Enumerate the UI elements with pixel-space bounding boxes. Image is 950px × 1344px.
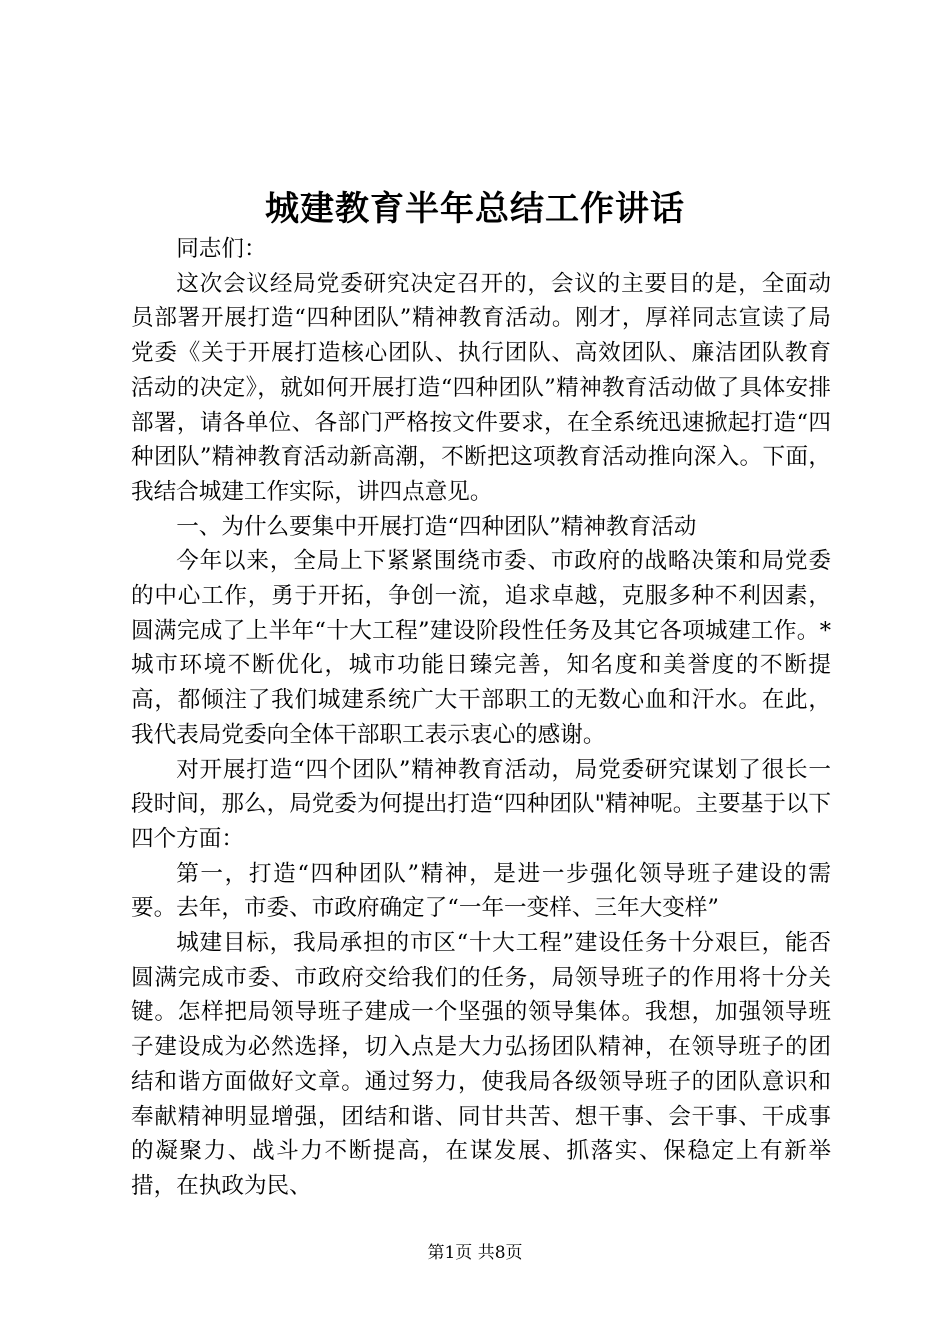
- body-paragraph: 城建目标，我局承担的市区“十大工程”建设任务十分艰巨，能否圆满完成市委、市政府交给我们的任务，局领导班子的作用将十分关键。怎样把局领导班子建成一个坚强的领导集体。我想，加强领导班子建设成为必然选择，切入点是大力弘扬团队精神，在领导班子的团结和谐方面做好文章。通过努力，使我局各级领导班子的团队意识和奉献精神明显增强，团结和谐、同甘共苦、想干事、会干事、干成事的凝聚力、战斗力不断提高，在谋发展、抓落实、保稳定上有新举措，在执政为民、: [131, 930, 831, 1199]
- body-paragraph: 这次会议经局党委研究决定召开的，会议的主要目的是，全面动员部署开展打造“四种团队”精神教育活动。刚才，厚祥同志宣读了局党委《关于开展打造核心团队、执行团队、高效团队、廉洁团队教育活动的决定》，就如何开展打造“四种团队”精神教育活动做了具体安排部署，请各单位、各部门严格按文件要求，在全系统迅速掀起打造“四种团队”精神教育活动新高潮，不断把这项教育活动推向深入。下面，我结合城建工作实际，讲四点意见。: [131, 270, 831, 505]
- body-paragraph: 今年以来，全局上下紧紧围绕市委、市政府的战略决策和局党委的中心工作，勇于开拓，争创一流，追求卓越，克服多种不利因素，圆满完成了上半年“十大工程”建设阶段性任务及其它各项城建工作。*城市环境不断优化，城市功能日臻完善，知名度和美誉度的不断提高，都倾注了我们城建系统广大干部职工的无数心血和汗水。在此，我代表局党委向全体干部职工表示衷心的感谢。: [131, 548, 831, 748]
- section-heading: 一、为什么要集中开展打造“四种团队”精神教育活动: [176, 513, 697, 540]
- document-title: 城建教育半年总结工作讲话: [265, 189, 685, 229]
- page-footer: 第1页 共8页: [427, 1243, 523, 1263]
- document-body: [131, 232, 831, 1204]
- salutation-paragraph: 同志们：: [176, 236, 267, 262]
- body-paragraph: 对开展打造“四个团队”精神教育活动，局党委研究谋划了很长一段时间，那么，局党委为何提出打造“四种团队"精神呢。主要基于以下四个方面：: [131, 756, 831, 852]
- body-paragraph: 第一，打造“四种团队”精神，是进一步强化领导班子建设的需要。去年，市委、市政府确定了“一年一变样、三年大变样”: [131, 860, 831, 922]
